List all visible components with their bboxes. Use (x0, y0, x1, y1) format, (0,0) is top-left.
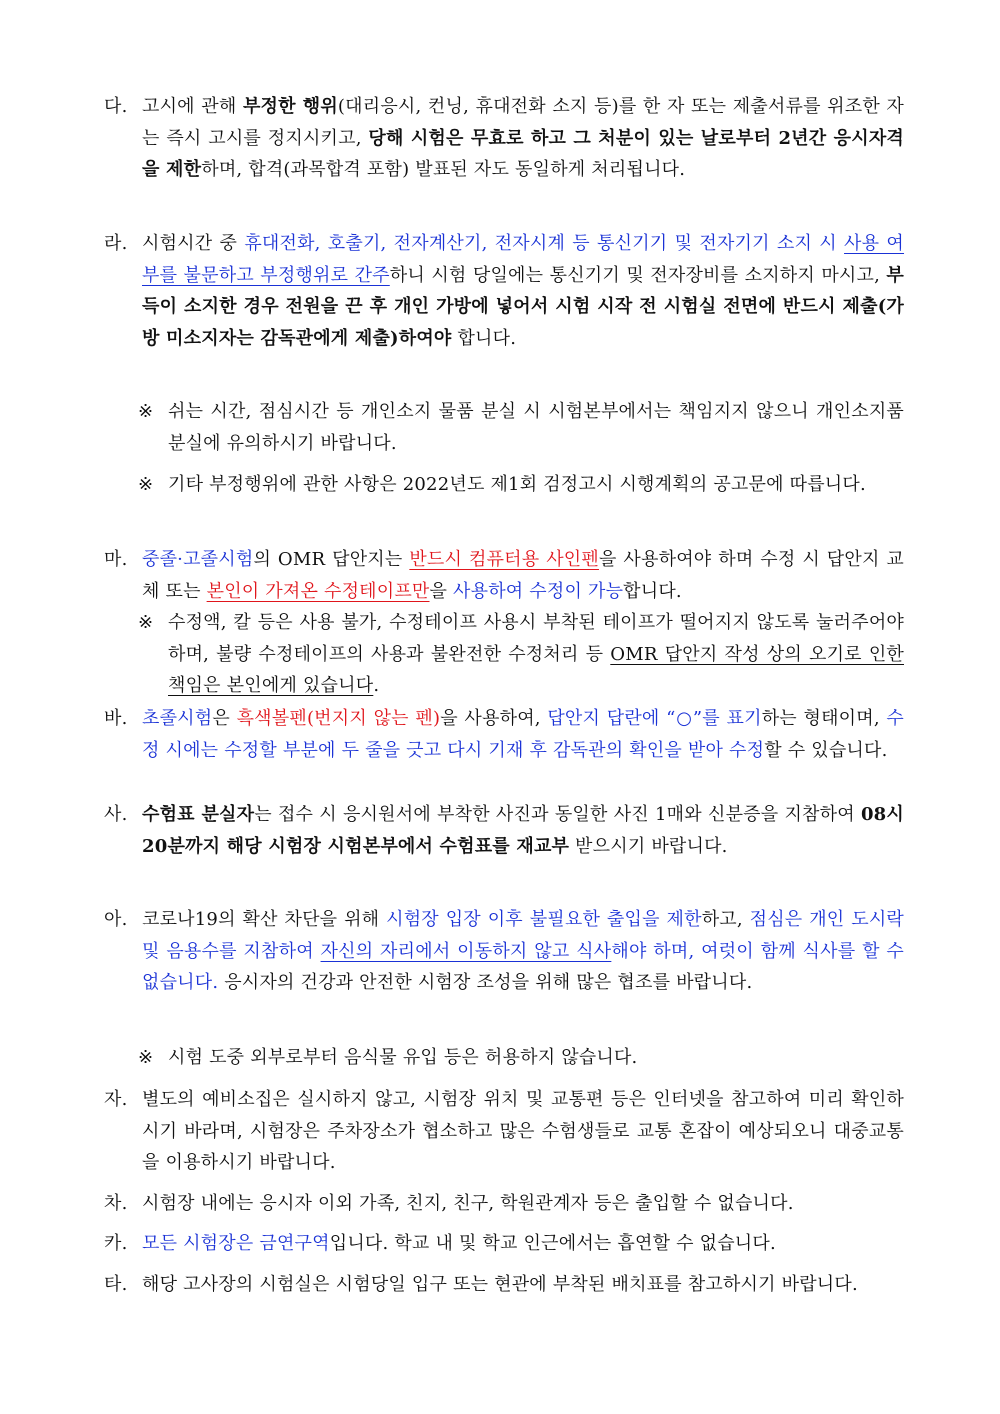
note-ra-1 (138, 396, 904, 459)
text: (대리응시, 컨닝, 휴대전화 소지 등)를 한 자 또는 제출서류를 위조한 자는 즉시 고시를 정지시키고, (142, 96, 904, 149)
item-body (142, 1228, 904, 1260)
emphasis: 08시 20분까지 해당 시험장 시험본부에서 수험표를 재교부 (142, 804, 904, 857)
emphasis: 수험표 분실자 (142, 804, 255, 825)
text: 받으시기 바랍니다. (569, 835, 728, 857)
highlight-red: 흑색볼펜(번지지 않는 펜) (236, 708, 441, 729)
text: 의 OMR 답안지는 (253, 549, 410, 570)
item-body (142, 228, 904, 354)
text: 응시자의 건강과 안전한 시험장 조성을 위해 많은 협조를 바랍니다. (218, 972, 753, 994)
highlight-blue: 사용하여 수정이 가능 (453, 580, 624, 602)
text: 을 사용하여야 하며 수정 시 답안지 교체 또는 (142, 549, 904, 602)
note-a (138, 1042, 904, 1074)
text: 입니다. 학교 내 및 학교 인근에서는 흡연할 수 없습니다. (329, 1233, 776, 1254)
note-body: 기타 부정행위에 관한 사항은 2022년도 제1회 검정고시 시행계획의 공고문에 따릅니다. (168, 474, 866, 495)
highlight-red-underline: 반드시 컴퓨터용 사인펜 (409, 549, 599, 570)
item-body: 별도의 예비소집은 실시하지 않고, 시험장 위치 및 교통편 등은 인터넷을 참고하여 미리 확인하시기 바라며, 시험장은 주차장소가 협소하고 많은 수험생들로 교통 혼잡이 예상되오니 대중교통을 이용하시기 바랍니다. (142, 1089, 904, 1174)
item-marker: 마. (104, 549, 128, 570)
item-body: 해당 고사장의 시험실은 시험당일 입구 또는 현관에 부착된 배치표를 참고하시기 바랍니다. (142, 1274, 858, 1295)
item-marker: 라. (104, 233, 128, 254)
item-ka (104, 1228, 904, 1260)
text: 코로나19의 확산 차단을 위해 (142, 909, 387, 930)
text: 하고, (701, 909, 750, 930)
note-body (168, 607, 904, 702)
item-body (142, 799, 904, 862)
highlight-blue: 휴대전화, 호출기, 전자계산기, 전자시계 등 통신기기 및 전자기기 소지 시 (244, 233, 845, 254)
item-ba (104, 703, 904, 766)
item-body (142, 703, 904, 766)
item-ja (104, 1084, 904, 1179)
text: 시험시간 중 (142, 233, 245, 254)
item-marker: 차. (104, 1193, 128, 1214)
text: 합니다. (451, 327, 517, 349)
item-marker: 아. (104, 909, 128, 930)
underlined-text: OMR 답안지 작성 상의 오기로 인한 책임은 본인에게 있습니다 (168, 643, 904, 697)
highlight-blue: 시험장 입장 이후 불필요한 출입을 제한 (386, 909, 702, 930)
note-marker: ※ (138, 612, 154, 633)
text: 을 (429, 580, 454, 602)
item-marker: 다. (104, 96, 128, 117)
item-marker: 바. (104, 708, 128, 729)
item-body: 시험장 내에는 응시자 이외 가족, 친지, 친구, 학원관계자 등은 출입할 수 없습니다. (142, 1193, 794, 1214)
item-body (142, 91, 904, 186)
text: 합니다. (623, 580, 682, 602)
item-body (142, 544, 904, 607)
item-marker: 사. (104, 804, 128, 825)
highlight-blue: 수정 시에는 수정할 부분에 두 줄을 긋고 다시 기재 후 감독관의 확인을 받아 수정 (142, 708, 905, 761)
highlight-red-underline: 본인이 가져온 수정테이프만 (206, 580, 430, 602)
text: 하니 시험 당일에는 통신기기 및 전자장비를 소지하지 마시고, (389, 264, 887, 286)
highlight-blue: 모든 시험장은 금연구역 (142, 1233, 330, 1254)
item-da (104, 91, 904, 186)
item-marker: 자. (104, 1089, 128, 1110)
emphasis: 부정한 행위 (242, 96, 338, 117)
item-ma (104, 544, 904, 607)
item-marker: 카. (104, 1233, 128, 1254)
highlight-blue: 답안지 답란에 “○”를 표기 (547, 708, 762, 729)
emphasis: 당해 시험은 무효로 하고 그 처분이 있는 날로부터 2년간 응시자격을 제한 (142, 127, 904, 181)
text: 을 사용하여, (440, 708, 548, 729)
note-ma (138, 607, 904, 702)
item-ra (104, 228, 904, 354)
note-marker: ※ (138, 1047, 154, 1068)
highlight-blue: 해야 하며, 여럿이 함께 식사를 할 수 없습니다. (142, 940, 904, 994)
note-ra-2 (138, 469, 904, 501)
note-body: 시험 도중 외부로부터 음식물 유입 등은 허용하지 않습니다. (168, 1047, 638, 1068)
note-body: 쉬는 시간, 점심시간 등 개인소지 물품 분실 시 시험본부에서는 책임지지 않으니 개인소지품 분실에 유의하시기 바랍니다. (168, 401, 904, 454)
text: 할 수 있습니다. (764, 739, 888, 761)
highlight-blue: 점심은 개인 도시락 및 음용수를 지참하여 (142, 909, 904, 962)
item-a (104, 904, 904, 999)
item-marker: 타. (104, 1274, 128, 1295)
highlight-blue-underline: 사용 여부를 불문하고 부정행위로 간주 (142, 233, 905, 286)
note-marker: ※ (138, 401, 154, 422)
text: 수정액, 칼 등은 사용 불가, 수정테이프 사용시 부착된 테이프가 떨어지지 않도록 눌러주어야 하며, 불량 수정테이프의 사용과 불완전한 수정처리 등 (168, 612, 904, 665)
highlight-blue: 초졸시험 (142, 708, 213, 729)
text: 는 접수 시 응시원서에 부착한 사진과 동일한 사진 1매와 신분증을 지참하여 (254, 804, 861, 825)
text: 하는 형태이며, (761, 708, 887, 729)
item-body (142, 904, 904, 999)
text: 고시에 관해 (142, 96, 243, 117)
item-cha (104, 1188, 904, 1220)
note-marker: ※ (138, 474, 154, 495)
text: 은 (212, 708, 237, 729)
item-sa (104, 799, 904, 862)
text: 하며, 합격(과목합격 포함) 발표된 자도 동일하게 처리됩니다. (201, 159, 686, 181)
highlight-blue-underline: 자신의 자리에서 이동하지 않고 식사 (320, 940, 612, 962)
highlight-blue: 중졸·고졸시험 (142, 549, 254, 570)
item-ta (104, 1269, 904, 1301)
text: . (373, 675, 380, 697)
emphasis: 부득이 소지한 경우 전원을 끈 후 개인 가방에 넣어서 시험 시작 전 시험실 전면에 반드시 제출(가방 미소지자는 감독관에게 제출)하여야 (142, 264, 904, 349)
